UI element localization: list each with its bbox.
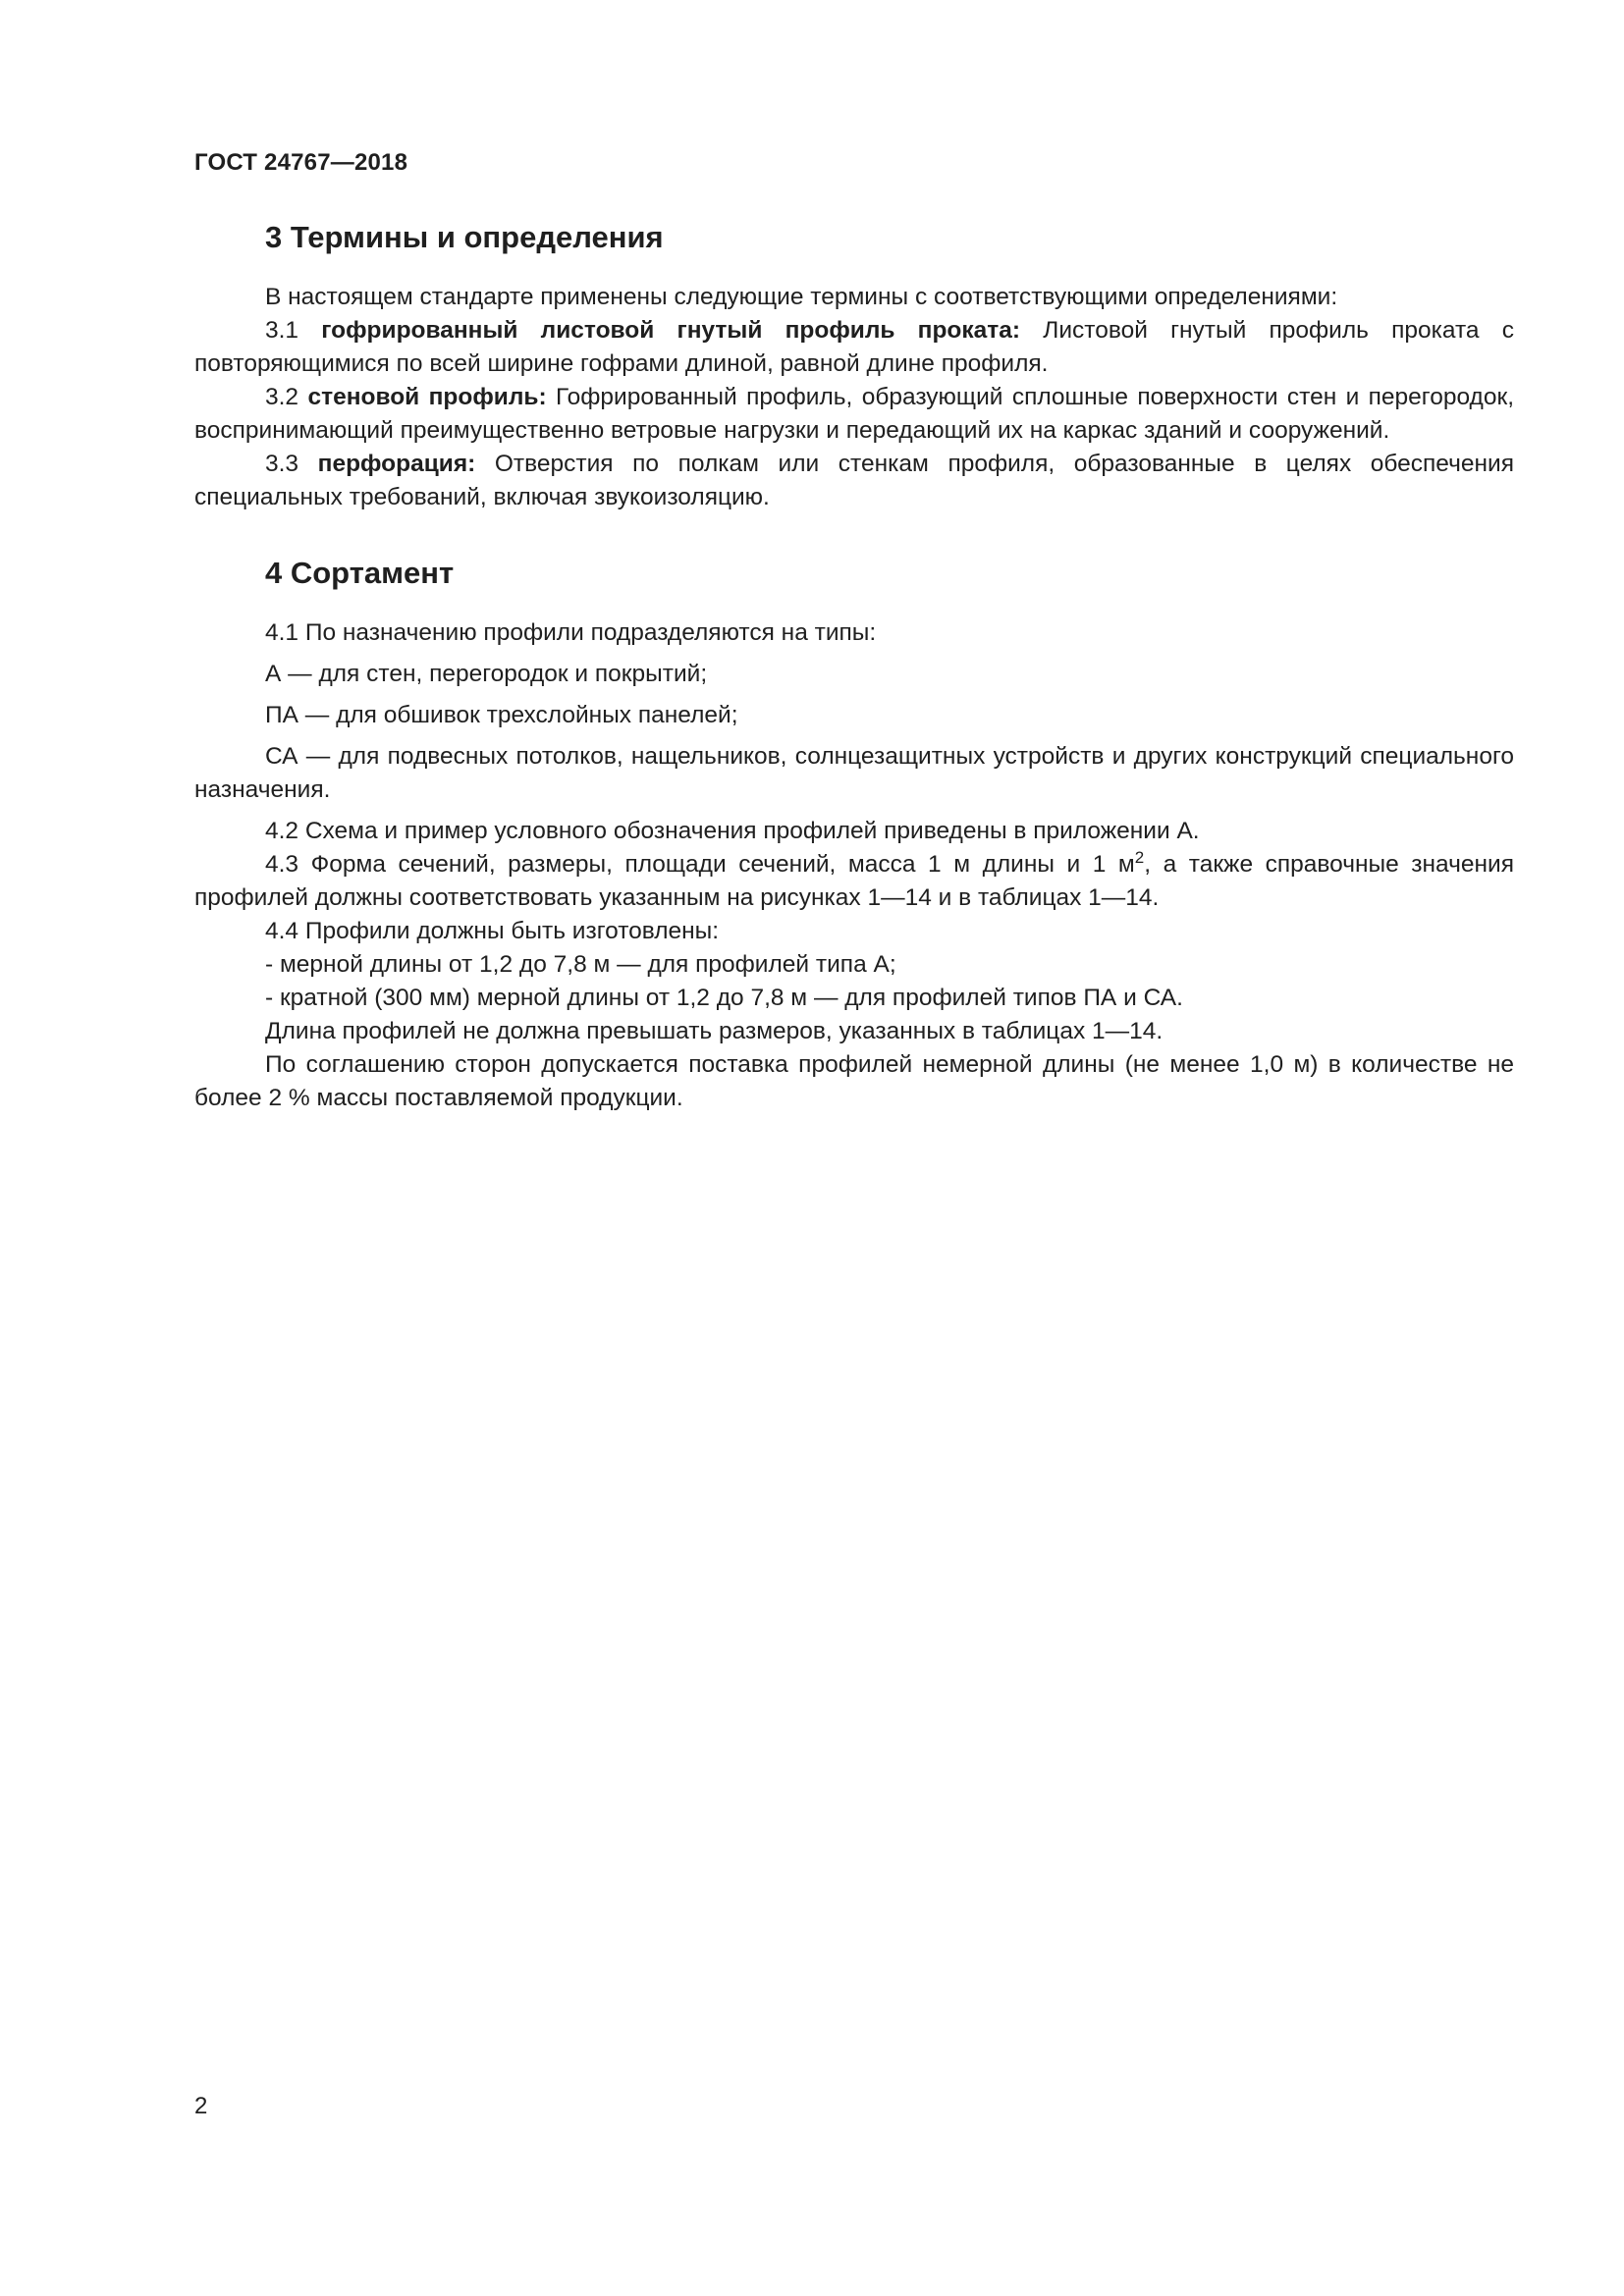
term-name: гофрированный листовой гнутый профиль проката: xyxy=(321,317,1021,344)
term-definition: Листовой гнутый профиль проката с повторяющимися по всей ширине гофрами длиной, равной длине профиля. xyxy=(194,317,1514,377)
term-name: стеновой профиль: xyxy=(307,384,547,410)
term-definition: Гофрированный профиль, образующий сплошные поверхности стен и перегородок, воспринимающий преимущественно ветровые нагрузки и передающий их на каркас зданий и сооружений. xyxy=(194,384,1514,444)
paragraph-4-2: 4.2 Схема и пример условного обозначения профилей приведены в приложении А. xyxy=(265,818,1200,844)
section-4-title: 4 Сортамент xyxy=(265,556,455,590)
paragraph-4-3-text: 4.3 Форма сечений, размеры, площади сечений, масса 1 м длины и 1 м xyxy=(265,851,1135,878)
term-number: 3.2 xyxy=(265,384,299,410)
list-item-multiple-length: - кратной (300 мм) мерной длины от 1,2 до 7,8 м — для профилей типов ПА и СА. xyxy=(265,985,1183,1011)
type-a-item: А — для стен, перегородок и покрытий; xyxy=(265,661,708,687)
page-number: 2 xyxy=(194,2093,208,2119)
term-number: 3.1 xyxy=(265,317,299,344)
type-sa-item: СА — для подвесных потолков, нащельников, солнцезащитных устройств и других конструкций специального назначения. xyxy=(194,743,1514,803)
type-pa-item: ПА — для обшивок трехслойных панелей; xyxy=(265,702,738,728)
section-3-title: 3 Термины и определения xyxy=(265,220,664,254)
document-body xyxy=(194,218,1514,1115)
list-item-measured-length: - мерной длины от 1,2 до 7,8 м — для профилей типа А; xyxy=(265,951,896,978)
term-number: 3.3 xyxy=(265,451,299,477)
section-3-intro: В настоящем стандарте применены следующие термины с соответствующими определениями: xyxy=(265,284,1338,310)
term-definition: Отверстия по полкам или стенкам профиля, образованные в целях обеспечения специальных требований, включая звукоизоляцию. xyxy=(194,451,1514,510)
paragraph-4-1: 4.1 По назначению профили подразделяются на типы: xyxy=(265,619,877,646)
paragraph-4-3-text-end: , а также справочные значения профилей должны соответствовать указанным на рисунках 1—14 и в таблицах 1—14. xyxy=(194,851,1514,911)
term-3-3 xyxy=(194,448,1514,514)
term-3-2 xyxy=(194,381,1514,448)
term-name: перфорация: xyxy=(317,451,476,477)
document-header: ГОСТ 24767—2018 xyxy=(194,149,408,176)
term-3-1 xyxy=(194,314,1514,381)
paragraph-4-3 xyxy=(194,848,1514,915)
superscript-2: 2 xyxy=(1134,847,1145,867)
paragraph-4-4: 4.4 Профили должны быть изготовлены: xyxy=(265,918,720,944)
length-limit-paragraph: Длина профилей не должна превышать размеров, указанных в таблицах 1—14. xyxy=(265,1018,1164,1044)
agreement-paragraph: По соглашению сторон допускается поставка профилей немерной длины (не менее 1,0 м) в количестве не более 2 % массы поставляемой продукции. xyxy=(194,1051,1514,1111)
